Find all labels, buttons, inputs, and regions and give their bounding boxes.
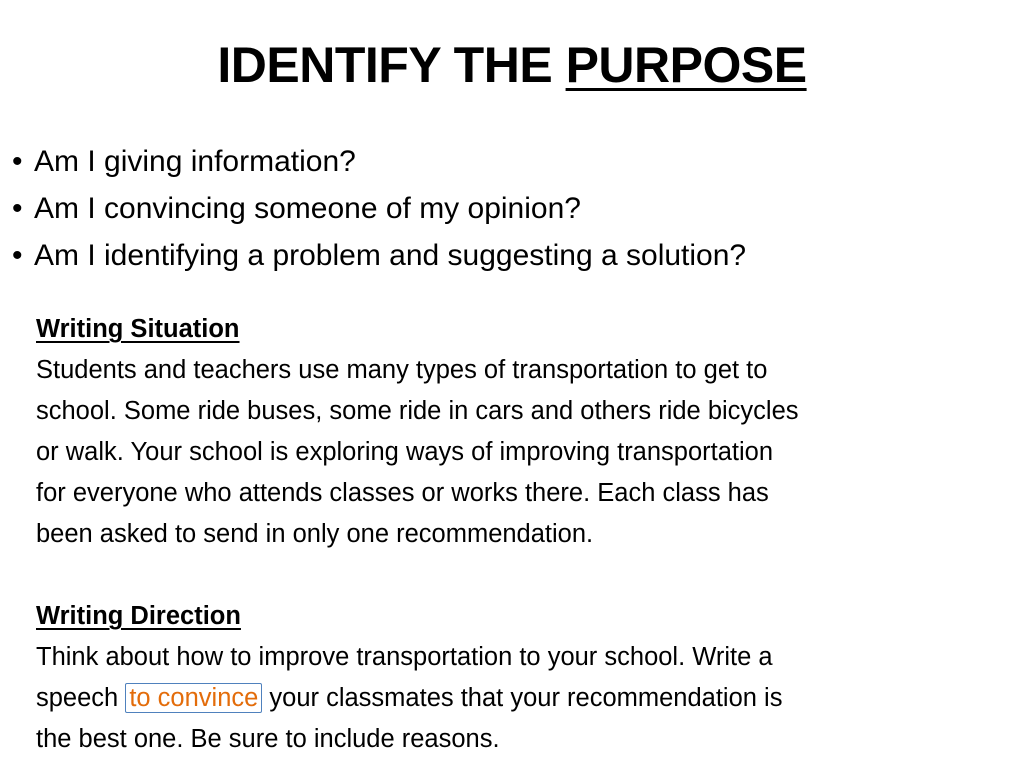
section-spacer — [36, 555, 996, 596]
writing-situation-line: school. Some ride buses, some ride in cars and others ride bicycles — [36, 397, 799, 425]
writing-direction-line: Think about how to improve transportation to your school. Write a — [36, 643, 773, 671]
writing-direction-line — [36, 678, 996, 719]
slide-title — [0, 34, 1024, 96]
writing-situation-line: for everyone who attends classes or works there. Each class has — [36, 479, 769, 507]
purpose-question-text: Am I convincing someone of my opinion? — [34, 192, 581, 225]
title-main-text: IDENTIFY THE — [217, 37, 566, 93]
writing-situation-line: Students and teachers use many types of transportation to get to — [36, 356, 768, 384]
purpose-question-item — [12, 185, 746, 232]
purpose-question-text: Am I giving information? — [34, 145, 356, 178]
purpose-question-item — [12, 232, 746, 279]
bullet-icon: • — [12, 192, 23, 225]
direction-line2-before: speech — [36, 684, 126, 712]
writing-situation-heading: Writing Situation — [36, 315, 240, 343]
direction-line2-after: your classmates that your recommendation is — [262, 684, 783, 712]
to-convince-highlight: to convince — [125, 683, 262, 713]
prompt-body — [36, 309, 996, 760]
purpose-question-item — [12, 138, 746, 185]
bullet-icon: • — [12, 239, 23, 272]
bullet-icon: • — [12, 145, 23, 178]
writing-direction-heading: Writing Direction — [36, 602, 241, 630]
purpose-question-text: Am I identifying a problem and suggesting a solution? — [34, 239, 747, 272]
writing-direction-line: the best one. Be sure to include reasons. — [36, 725, 500, 753]
writing-situation-line: or walk. Your school is exploring ways of improving transportation — [36, 438, 774, 466]
writing-situation-line: been asked to send in only one recommendation. — [36, 520, 594, 548]
purpose-question-list — [12, 138, 746, 279]
title-emphasis-text: PURPOSE — [565, 37, 807, 93]
